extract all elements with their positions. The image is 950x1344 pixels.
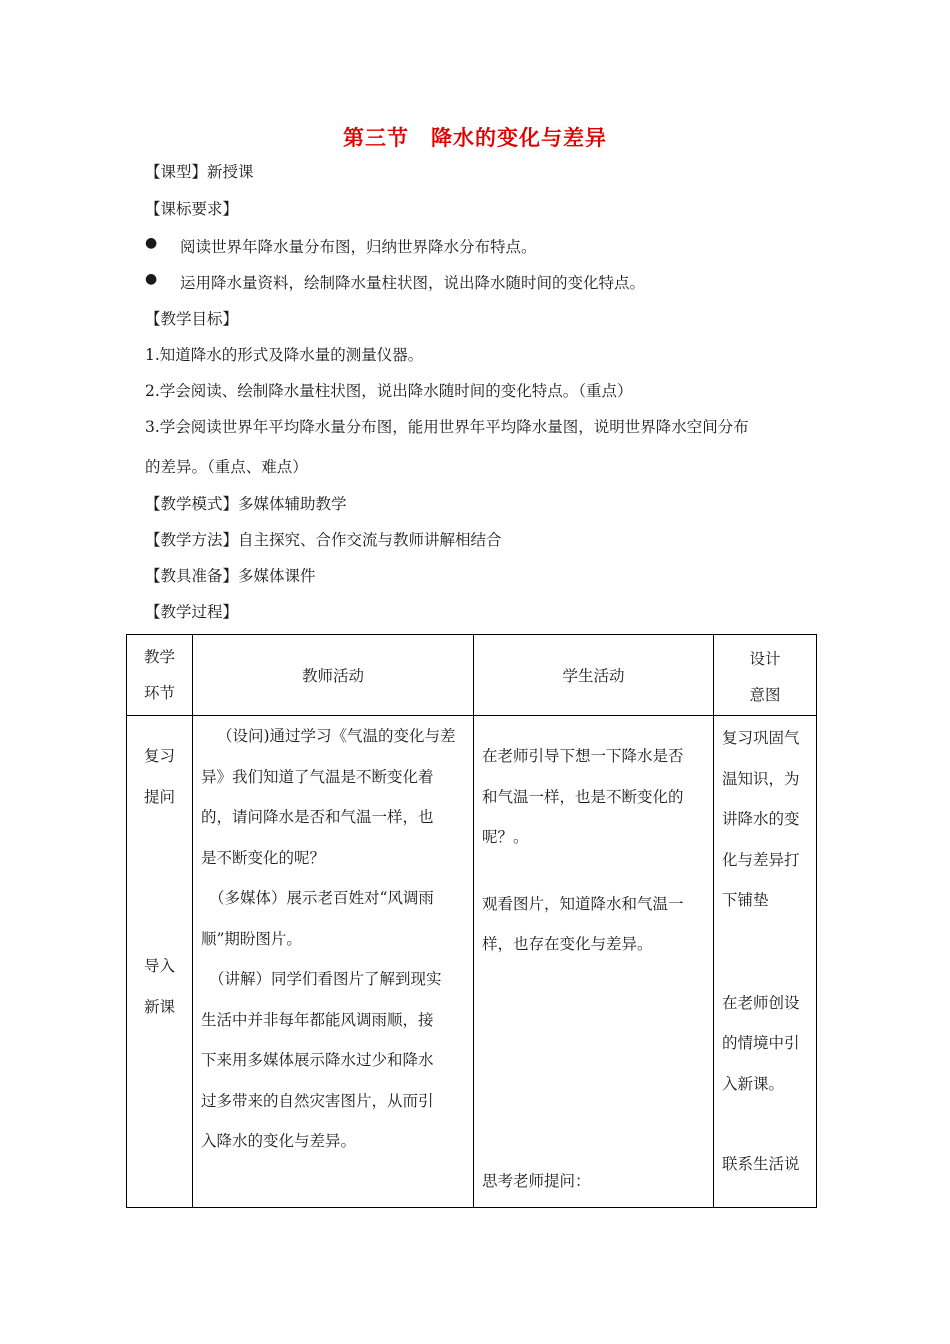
objective-item: 的差异。（重点、难点）	[145, 458, 308, 476]
teaching-mode: 【教学模式】多媒体辅助教学	[145, 495, 347, 513]
design-line: 化与差异打	[722, 850, 800, 869]
student-line: 呢？。	[482, 828, 529, 846]
design-line: 在老师创设	[722, 993, 800, 1012]
teacher-line: 的，请问降水是否和气温一样，也	[201, 808, 434, 826]
table-row	[127, 716, 817, 1208]
stage-line: 导入	[143, 957, 175, 975]
objective-item: 2.学会阅读、绘制降水量柱状图，说出降水随时间的变化特点。（重点）	[145, 382, 633, 400]
header-stage	[127, 635, 193, 716]
design-intent-cell	[714, 716, 817, 1208]
teaching-method: 【教学方法】自主探究、合作交流与教师讲解相结合	[145, 531, 502, 549]
teacher-line: 异》我们知道了气温是不断变化着	[201, 767, 434, 786]
teacher-line: 下来用多媒体展示降水过少和降水	[201, 1051, 434, 1069]
student-line: 样，也存在变化与差异。	[482, 935, 653, 953]
header-student: 学生活动	[474, 635, 714, 716]
design-line: 温知识，为	[722, 769, 800, 788]
header-design-line: 设计	[749, 650, 781, 668]
objectives-heading: 【教学目标】	[145, 310, 239, 328]
process-table	[126, 634, 817, 1208]
lesson-type: 【课型】新授课	[145, 163, 254, 181]
student-line: 思考老师提问：	[482, 1171, 591, 1190]
header-design-line: 意图	[749, 686, 781, 704]
teacher-activity-cell	[193, 716, 474, 1208]
student-line: 和气温一样，也是不断变化的	[482, 787, 684, 806]
header-design	[714, 635, 817, 716]
teacher-line: 入降水的变化与差异。	[201, 1132, 357, 1150]
bullet-icon: ●	[145, 235, 158, 251]
objective-item: 1.知道降水的形式及降水量的测量仪器。	[145, 346, 424, 364]
teacher-line: （讲解）同学们看图片了解到现实	[209, 970, 442, 988]
header-teacher: 教师活动	[193, 635, 474, 716]
teacher-activity	[193, 716, 473, 1162]
student-activity-cell	[474, 716, 714, 1208]
teacher-line: （多媒体）展示老百姓对“风调雨	[209, 889, 434, 907]
process-heading: 【教学过程】	[145, 603, 239, 621]
design-line: 入新课。	[722, 1074, 785, 1093]
teacher-line: 生活中并非每年都能风调雨顺，接	[201, 1010, 434, 1029]
page-title: 第三节 降水的变化与差异	[343, 125, 607, 150]
teaching-tools: 【教具准备】多媒体课件	[145, 567, 316, 585]
objective-item: 3.学会阅读世界年平均降水量分布图，能用世界年平均降水量图，说明世界降水空间分布	[145, 418, 749, 436]
teacher-line: 过多带来的自然灾害图片，从而引	[201, 1091, 434, 1110]
standard-item: 阅读世界年降水量分布图，归纳世界降水分布特点。	[180, 238, 537, 256]
design-line: 下铺垫	[722, 891, 769, 909]
design-intent	[714, 716, 816, 1185]
student-line: 观看图片，知道降水和气温一	[482, 894, 684, 913]
teacher-line: 是不断变化的呢？	[201, 848, 326, 867]
stage-line: 提问	[143, 788, 175, 806]
standard-item: 运用降水量资料，绘制降水量柱状图，说出降水随时间的变化特点。	[180, 274, 646, 292]
student-line: 在老师引导下想一下降水是否	[482, 747, 684, 765]
stage-line: 新课	[143, 998, 175, 1016]
bullet-icon: ●	[145, 271, 158, 287]
header-stage-line: 教学	[143, 648, 175, 666]
stage-cell	[127, 716, 193, 1208]
teacher-line: （设问)通过学习《气温的变化与差	[217, 727, 456, 745]
teacher-line: 顺”期盼图片。	[201, 929, 302, 948]
design-line: 的情境中引	[722, 1034, 800, 1052]
design-line: 联系生活说	[722, 1155, 800, 1173]
stage-line: 复习	[143, 747, 175, 765]
student-activity	[474, 716, 713, 1201]
design-line: 复习巩固气	[722, 729, 800, 747]
header-stage-line: 环节	[143, 684, 175, 702]
design-line: 讲降水的变	[722, 810, 800, 828]
table-header-row	[127, 635, 817, 716]
standards-heading: 【课标要求】	[145, 200, 239, 218]
